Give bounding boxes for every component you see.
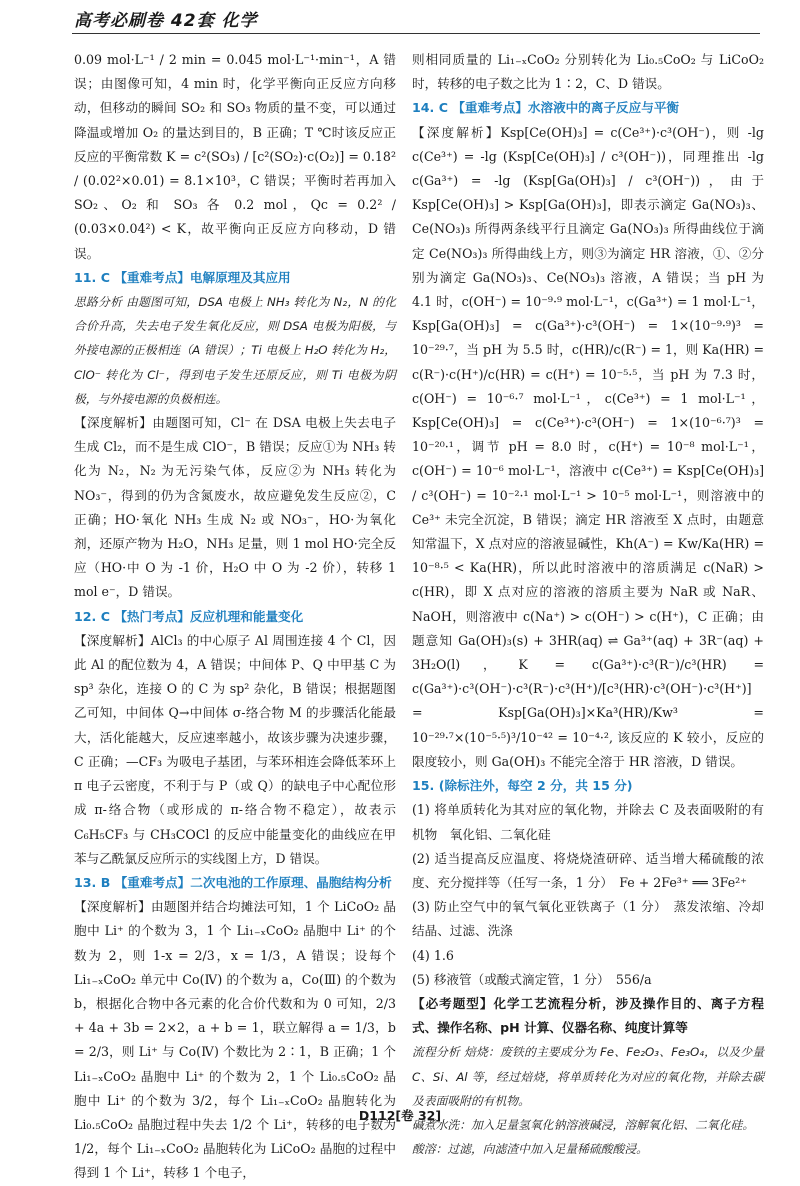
q15-answer-1: (1) 将单质转化为其对应的氧化物，并除去 C 及表面吸附的有机物 氧化铝、二氧化硅 bbox=[412, 802, 764, 842]
q14-deep-analysis: 【深度解析】Ksp[Ce(OH)₃] = c(Ce³⁺)·c³(OH⁻)，则 -lg c(Ce³⁺) = -lg (Ksp[Ce(OH)₃] / c³(OH⁻))，同理推出 -lg c(Ga³⁺) = -lg (Ksp[Ga(OH)₃] / c³(OH⁻))，由于 Ksp[Ce(OH)₃] > Ksp[Ga(OH)₃]，即表示滴定 Ga(NO₃)₃、Ce(NO₃)₃ 所得两条线平行且滴定 Ga(NO₃)₃ 所得曲线位于滴定 Ce(NO₃)₃ 所得曲线上方，则③为滴定 HR 溶液，①、②分别为滴定 Ga(NO₃)₃、Ce(NO₃)₃ 溶液，A 错误；当 pH 为 4.1 时，c(OH⁻) = 10⁻⁹·⁹ mol·L⁻¹，c(Ga³⁺) = 1 mol·L⁻¹，Ksp[Ga(OH)₃] = c(Ga³⁺)·c³(OH⁻) = 1×(10⁻⁹·⁹)³ = 10⁻²⁹·⁷，当 pH 为 5.5 时，c(HR)/c(R⁻) = 1，则 Ka(HR) = c(R⁻)·c(H⁺)/c(HR) = c(H⁺) = 10⁻⁵·⁵，当 pH 为 7.3 时，c(OH⁻) = 10⁻⁶·⁷ mol·L⁻¹，c(Ce³⁺) = 1 mol·L⁻¹，Ksp[Ce(OH)₃] = c(Ce³⁺)·c³(OH⁻) = 1×(10⁻⁶·⁷)³ = 10⁻²⁰·¹，调节 pH = 8.0 时，c(H⁺) = 10⁻⁸ mol·L⁻¹，c(OH⁻) = 10⁻⁶ mol·L⁻¹，溶液中 c(Ce³⁺) = Ksp[Ce(OH)₃] / c³(OH⁻) = 10⁻²·¹ mol·L⁻¹ > 10⁻⁵ mol·L⁻¹，则溶液中的 Ce³⁺ 未完全沉淀，B 错误；滴定 HR 溶液至 X 点时，由题意知常温下，X 点对应的溶液显碱性，Kh(A⁻) = Kw/Ka(HR) = 10⁻⁸·⁵ < Ka(HR)，所以此时溶液中的溶质满足 c(NaR) > c(HR)，即 X 点对应的溶液的溶质主要为 NaR 或 NaR、NaOH，则溶液中 c(Na⁺) > c(OH⁻) > c(H⁺)，C 正确；由题意知 Ga(OH)₃(s) + 3HR(aq) ⇌ Ga³⁺(aq) + 3R⁻(aq) + 3H₂O(l)，K = c(Ga³⁺)·c³(R⁻)/c³(HR) = c(Ga³⁺)·c³(OH⁻)·c³(R⁻)·c³(H⁺)/[c³(HR)·c³(OH⁻)·c³(H⁺)] = Ksp[Ga(OH)₃]×Ka³(HR)/Kw³ = 10⁻²⁹·⁷×(10⁻⁵·⁵)³/10⁻⁴² = 10⁻⁴·², 该反应的 K 较小，反应的限度较小，则 Ga(OH)₃ 不能完全溶于 HR 溶液，D 错误。 bbox=[412, 124, 764, 769]
header-divider bbox=[72, 33, 760, 34]
q14-heading: 14. C 【重难考点】水溶液中的离子反应与平衡 bbox=[412, 100, 680, 116]
q15-answer-4: (4) 1.6 bbox=[412, 947, 454, 963]
page-number: D112[卷 32] bbox=[358, 1108, 442, 1123]
q15-question-type: 【必考题型】化学工艺流程分析，涉及操作目的、离子方程式、操作名称、pH 计算、仪器名称、纯度计算等 bbox=[412, 995, 764, 1036]
right-column bbox=[412, 48, 764, 1161]
left-column bbox=[74, 48, 396, 1186]
q12-deep-analysis: 【深度解析】AlCl₃ 的中心原子 Al 周围连接 4 个 Cl，因此 Al 的配位数为 4，A 错误；中间体 P、Q 中甲基 C 为 sp³ 杂化，连接 O 的 C 为 sp² 杂化，B 错误；根据题图乙可知，中间体 Q→中间体 σ-络合物 M 的步骤活化能最大，活化能越大，反应速率越小，故该步骤为决速步骤，C 正确；—CF₃ 为吸电子基团，与苯环相连会降低苯环上 π 电子云密度，不利于与 P（或 Q）的缺电子中心配位形成 π-络合物（或形成的 π-络合物不稳定），故表示 C₆H₅CF₃ 与 CH₃COCl 的反应中能量变化的曲线应在甲苯与乙酰氯反应所示的实线图上方，D 错误。 bbox=[74, 632, 396, 866]
q15-answer-2: (2) 适当提高反应温度、将烧烧渣研碎、适当增大稀硫酸的浓度、充分搅拌等（任写一条，1 分） Fe + 2Fe³⁺ ══ 3Fe²⁺ bbox=[412, 850, 764, 890]
q10-continued: 0.09 mol·L⁻¹ / 2 min = 0.045 mol·L⁻¹·min⁻¹，A 错误；由图像可知，4 min 时，化学平衡向正反应方向移动，但移动的瞬间 SO₂ 和 SO₃ 物质的量不变，可以通过降温或增加 O₂ 的量达到目的，B 正确；T ℃时该反应正反应的平衡常数 K = c²(SO₃) / [c²(SO₂)·c(O₂)] = 0.18² / (0.02²×0.01) = 8.1×10³，C 错误；平衡时若再加入 SO₂、O₂ 和 SO₃ 各 0.2 mol，Qc = 0.2² / (0.03×0.04²) < K，故平衡向正反应方向移动，D 错误。 bbox=[74, 52, 396, 261]
q12-heading: 12. C 【热门考点】反应机理和能量变化 bbox=[74, 608, 304, 624]
q15-answer-3: (3) 防止空气中的氧气氧化亚铁离子（1 分） 蒸发浓缩、冷却结晶、过滤、洗涤 bbox=[412, 899, 764, 939]
q15-alkali-wash: 碱煮水洗：加入足量氢氧化钠溶液碱浸，溶解氧化铝、二氧化硅。 bbox=[412, 1117, 755, 1132]
q13-heading: 13. B 【重难考点】二次电池的工作原理、晶胞结构分析 bbox=[74, 874, 392, 890]
q15-answer-5: (5) 移液管（或酸式滴定管，1 分） 556/a bbox=[412, 971, 652, 987]
q13-deep-analysis: 【深度解析】由题图并结合均摊法可知，1 个 LiCoO₂ 晶胞中 Li⁺ 的个数为 3，1 个 Li₁₋ₓCoO₂ 晶胞中 Li⁺ 的个数为 2，则 1-x = 2/3，x = 1/3，A 错误；设每个 Li₁₋ₓCoO₂ 单元中 Co(Ⅳ) 的个数为 a，Co(Ⅲ) 的个数为 b，根据化合物中各元素的化合价代数和为 0 可知，2/3 + 4a + 3b = 2×2，a + b = 1，联立解得 a = 1/3，b = 2/3，则 Li⁺ 与 Co(Ⅳ) 个数比为 2∶1，B 正确；1 个 Li₁₋ₓCoO₂ 晶胞中 Li⁺ 的个数为 2，1 个 Li₀.₅CoO₂ 晶胞中 Li⁺ 的个数为 3/2，每个 Li₁₋ₓCoO₂ 晶胞转化为 Li₀.₅CoO₂ 晶胞过程中失去 1/2 个 Li⁺，转移的电子数为 1/2，每个 Li₁₋ₓCoO₂ 晶胞转化为 LiCoO₂ 晶胞的过程中得到 1 个 Li⁺，转移 1 个电子， bbox=[74, 899, 396, 1181]
q15-flow-analysis: 流程分析 焙烧：废铁的主要成分为 Fe、Fe₂O₃、Fe₃O₄，以及少量 C、Si、Al 等，经过焙烧，将单质转化为对应的氧化物，并除去碳及表面吸附的有机物。 bbox=[412, 1045, 764, 1108]
q15-heading: 15. (除标注外，每空 2 分，共 15 分) bbox=[412, 778, 633, 794]
q11-deep-analysis: 【深度解析】由题图可知，Cl⁻ 在 DSA 电极上失去电子生成 Cl₂，而不是生成 ClO⁻，B 错误；反应①为 NH₃ 转化为 N₂，N₂ 为无污染气体，反应②为 NH₃ 转化为 NO₃⁻，得到的仍为含氮废水，故应避免发生反应②，C 正确；HO·氧化 NH₃ 生成 N₂ 或 NO₃⁻，HO·为氧化剂，还原产物为 H₂O，NH₃ 足量，则 1 mol HO·完全反应（HO·中 O 为 -1 价，H₂O 中 O 为 -2 价），转移 1 mol e⁻，D 错误。 bbox=[74, 415, 396, 600]
q13-continued: 则相同质量的 Li₁₋ₓCoO₂ 分别转化为 Li₀.₅CoO₂ 与 LiCoO₂ 时，转移的电子数之比为 1∶2，C、D 错误。 bbox=[412, 52, 764, 92]
q11-thinking-analysis: 思路分析 由题图可知，DSA 电极上 NH₃ 转化为 N₂，N 的化合价升高，失去电子发生氧化反应，则 DSA 电极为阳极，与外接电源的正极相连（A 错误）；Ti 电极上 H₂O 转化为 H₂，ClO⁻ 转化为 Cl⁻，得到电子发生还原反应，则 Ti 电极为阴极，与外接电源的负极相连。 bbox=[74, 295, 396, 406]
q11-heading: 11. C 【重难考点】电解原理及其应用 bbox=[74, 269, 291, 285]
q15-acid-dissolve: 酸溶：过滤，向滤渣中加入足量稀硫酸酸浸。 bbox=[412, 1142, 648, 1157]
page-header-title: 高考必刷卷 42套 化学 bbox=[74, 11, 258, 31]
